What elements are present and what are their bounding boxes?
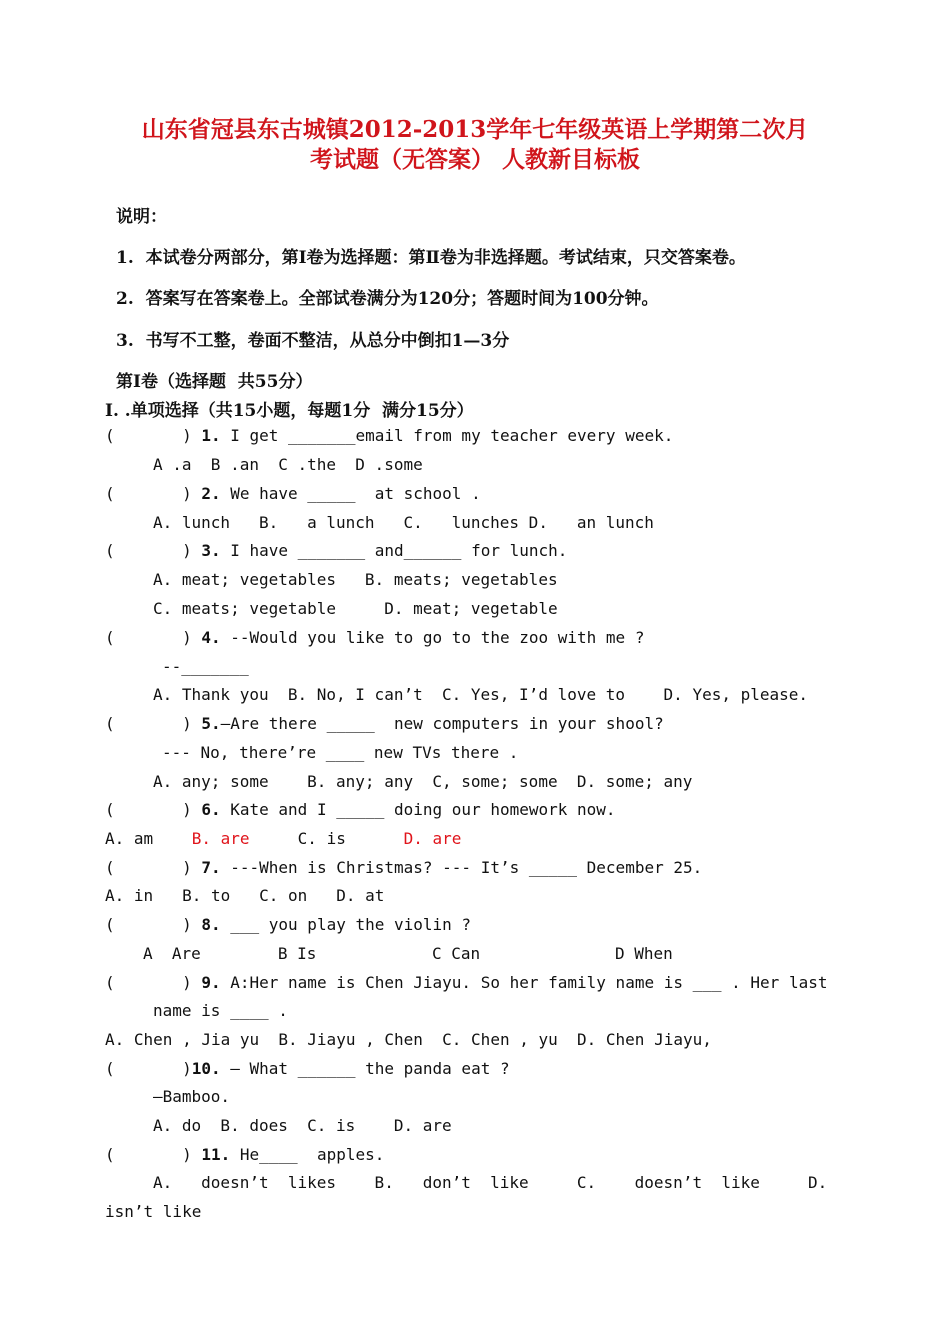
question-4: [105, 628, 644, 647]
question-number: 3.: [201, 541, 221, 560]
question-4-response: --_______: [162, 657, 249, 676]
question-number: 5.: [201, 714, 221, 733]
question-9-continuation: name is ____ .: [153, 1001, 288, 1020]
question-text: ---When is Christmas? --- It’s _____ December 25.: [220, 858, 703, 877]
answer-paren: ( ): [105, 714, 192, 733]
question-text: We have _____ at school .: [220, 484, 481, 503]
answer-paren: ( ): [105, 800, 192, 819]
question-number: 2.: [201, 484, 221, 503]
question-text: — What ______ the panda eat ?: [220, 1059, 510, 1078]
question-number: 11.: [201, 1145, 231, 1164]
exam-title-line-2: 考试题（无答案） 人教新目标板: [309, 146, 640, 173]
question-text: A:Her name is Chen Jiayu. So her family name is ___ . Her last: [220, 973, 828, 992]
question-3-options-2: C. meats; vegetable D. meat; vegetable: [153, 599, 558, 618]
section-1-heading: I. .单项选择（共15小题，每题1分 满分15分）: [105, 401, 474, 421]
question-7: [105, 858, 702, 877]
part-1-heading: 第Ⅰ卷（选择题 共55分）: [116, 372, 313, 392]
question-number: 9.: [201, 973, 221, 992]
question-1: [105, 426, 673, 445]
question-number: 1.: [201, 426, 221, 445]
option-b: B. are: [191, 829, 250, 848]
option-a: A. am: [105, 829, 192, 848]
answer-paren: ( ): [105, 541, 192, 560]
question-text: ___ you play the violin ?: [220, 915, 472, 934]
answer-paren: ( ): [105, 1059, 192, 1078]
question-text: I have _______ and______ for lunch.: [220, 541, 568, 560]
answer-paren: ( ): [105, 484, 192, 503]
note-item-2: 2. 答案写在答案卷上。全部试卷满分为120分；答题时间为100分钟。: [116, 289, 659, 309]
question-text: Kate and I _____ doing our homework now.: [220, 800, 616, 819]
question-text: —Are there _____ new computers in your shool?: [220, 714, 664, 733]
notes-heading: 说明：: [116, 207, 167, 227]
question-5-options: A. any; some B. any; any C, some; some D. some; any: [153, 772, 693, 791]
question-7-options: A. in B. to C. on D. at: [105, 886, 385, 905]
question-9-options: A. Chen , Jia yu B. Jiayu , Chen C. Chen , yu D. Chen Jiayu,: [105, 1030, 712, 1049]
answer-paren: ( ): [105, 915, 192, 934]
option-d: D. are: [403, 829, 462, 848]
question-text: --Would you like to go to the zoo with me ?: [220, 628, 645, 647]
answer-paren: ( ): [105, 973, 192, 992]
question-2: [105, 484, 481, 503]
question-10-options: A. do B. does C. is D. are: [153, 1116, 452, 1135]
note-item-1: 1. 本试卷分两部分，第Ⅰ卷为选择题：第Ⅱ卷为非选择题。考试结束，只交答案卷。: [116, 248, 746, 268]
answer-paren: ( ): [105, 1145, 192, 1164]
question-10-response: —Bamboo.: [153, 1087, 231, 1106]
answer-paren: ( ): [105, 628, 192, 647]
question-5: [105, 714, 664, 733]
question-number: 7.: [201, 858, 221, 877]
question-6: [105, 800, 616, 819]
question-8: [105, 915, 471, 934]
question-number: 10.: [191, 1059, 221, 1078]
option-c: C. is: [249, 829, 404, 848]
answer-paren: ( ): [105, 858, 192, 877]
question-number: 6.: [201, 800, 221, 819]
question-number: 4.: [201, 628, 221, 647]
question-8-options: A Are B Is C Can D When: [143, 944, 673, 963]
question-5-response: --- No, there’re ____ new TVs there .: [162, 743, 519, 762]
exam-title-line-1: 山东省冠县东古城镇2012-2013学年七年级英语上学期第二次月: [141, 116, 809, 143]
question-11-options: A. doesn’t likes B. don’t like C. doesn’t like D.: [153, 1173, 828, 1192]
question-text: I get _______email from my teacher every week.: [220, 426, 674, 445]
question-number: 8.: [201, 915, 221, 934]
question-1-options: A .a B .an C .the D .some: [153, 455, 423, 474]
question-11: [105, 1145, 384, 1164]
question-3: [105, 541, 567, 560]
answer-paren: ( ): [105, 426, 192, 445]
question-4-options: A. Thank you B. No, I can’t C. Yes, I’d love to D. Yes, please.: [153, 685, 809, 704]
question-3-options-1: A. meat; vegetables B. meats; vegetables: [153, 570, 558, 589]
note-item-3: 3. 书写不工整，卷面不整洁，从总分中倒扣1—3分: [116, 331, 510, 351]
question-text: He____ apples.: [230, 1145, 385, 1164]
question-10: [105, 1059, 510, 1078]
question-11-options-wrap: isn’t like: [105, 1202, 202, 1221]
question-9: [105, 973, 827, 992]
question-6-options: [105, 829, 461, 848]
question-2-options: A. lunch B. a lunch C. lunches D. an lunch: [153, 513, 654, 532]
